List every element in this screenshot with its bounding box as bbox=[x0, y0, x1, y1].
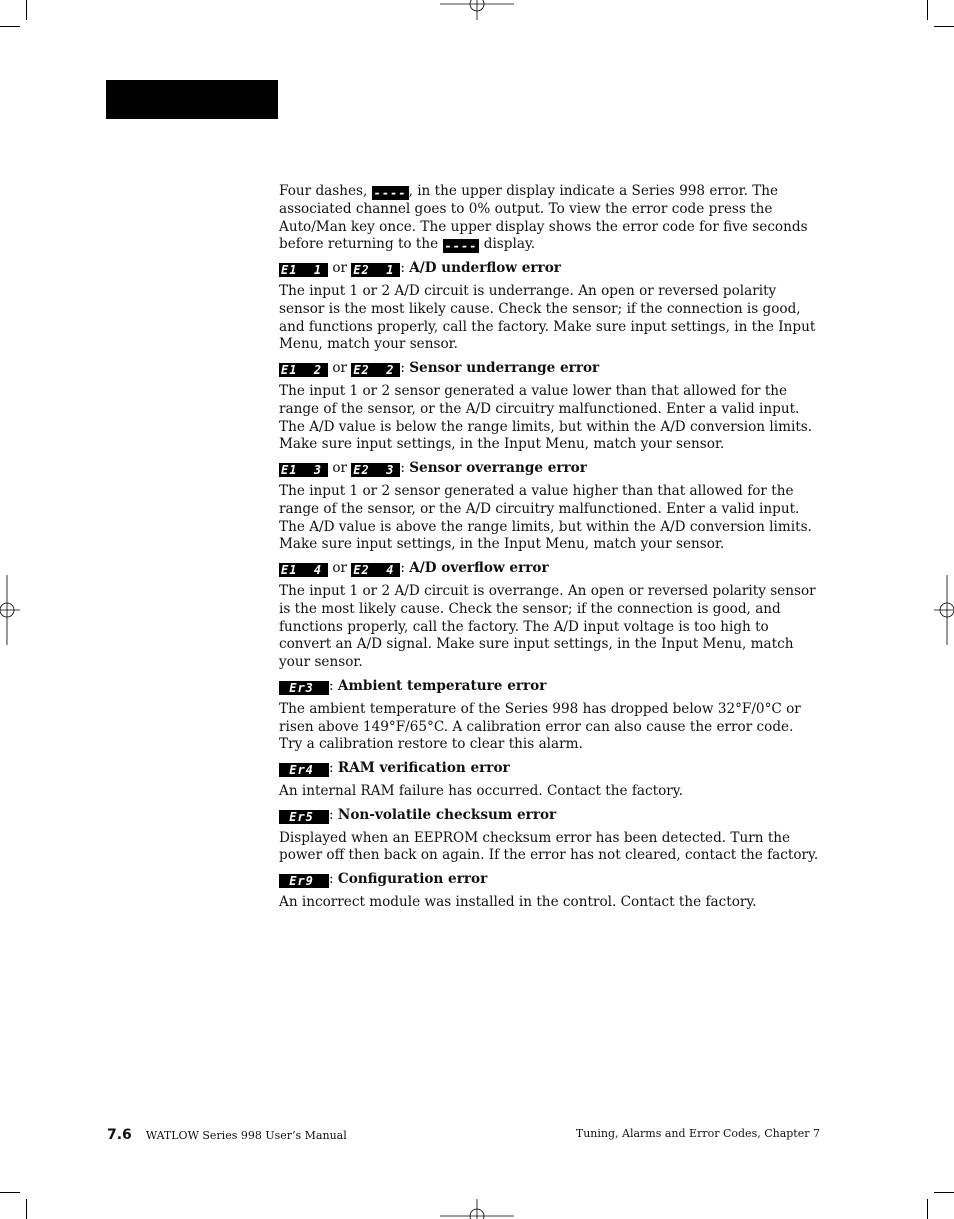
error-description: The input 1 or 2 sensor generated a value lower than that allowed for the range of the sensor, or the A/D circuitry malfunctioned. Enter a valid input. The A/D value is below the range limits, but within the A/D conversion limits. Make sure input settings, in the Input Menu, match your sensor. bbox=[279, 382, 813, 453]
error-title: A/D underflow error bbox=[409, 260, 561, 277]
error-heading-e4: E1 4 or E2 4 : A/D overflow error bbox=[281, 560, 549, 578]
error-code-display: E1 2 bbox=[279, 363, 328, 377]
error-code-display: E2 1 bbox=[351, 263, 400, 277]
error-code-display: E2 2 bbox=[351, 363, 400, 377]
intro-paragraph bbox=[279, 183, 820, 254]
error-code-display: E2 3 bbox=[351, 463, 400, 477]
error-code-display: Er5 bbox=[279, 810, 329, 824]
registration-mark-right bbox=[934, 575, 954, 645]
error-title: Configuration error bbox=[337, 871, 488, 888]
registration-mark-top bbox=[440, 0, 514, 20]
error-description: An incorrect module was installed in the control. Contact the factory. bbox=[279, 893, 757, 910]
crop-mark bbox=[0, 26, 20, 27]
error-description: The input 1 or 2 sensor generated a value higher than that allowed for the range of the sensor, or the A/D circuitry malfunctioned. Enter a valid input. The A/D value is above the range limits, but within the A/D conversion limits. Make sure input settings, in the Input Menu, match your sensor. bbox=[279, 482, 812, 553]
error-heading-er5: Er5 : Non-volatile checksum error bbox=[281, 806, 557, 824]
dash-display: ---- bbox=[373, 186, 407, 200]
chapter-tab bbox=[106, 80, 278, 119]
crop-mark bbox=[927, 1199, 928, 1219]
error-code-display: E1 3 bbox=[279, 463, 328, 477]
error-description: An internal RAM failure has occurred. Contact the factory. bbox=[279, 782, 683, 799]
crop-mark bbox=[26, 1199, 27, 1219]
error-heading-e1: E1 1 or E2 1 : A/D underflow error bbox=[281, 260, 561, 278]
error-code-display: E1 4 bbox=[279, 563, 328, 577]
page-number: 7.6 bbox=[107, 1127, 132, 1143]
or-text: or bbox=[328, 560, 352, 577]
intro-text: display. bbox=[479, 236, 536, 253]
crop-mark bbox=[0, 1192, 20, 1193]
registration-mark-bottom bbox=[440, 1199, 514, 1219]
error-code-display: E1 1 bbox=[279, 263, 328, 277]
main-content bbox=[279, 183, 820, 918]
error-title: RAM verification error bbox=[337, 760, 510, 777]
intro-text: Four dashes, bbox=[279, 183, 372, 199]
error-heading-e3: E1 3 or E2 3 : Sensor overrange error bbox=[281, 460, 587, 478]
intro-text: , in the upper display indicate a Series 998 error. The associated channel goes to 0% output. To view the error code press the Auto/Man key once. The upper display shows the error code for five seconds before returning to the bbox=[279, 183, 808, 253]
crop-mark bbox=[934, 1192, 954, 1193]
error-title: Ambient temperature error bbox=[337, 677, 547, 694]
error-title: Sensor underrange error bbox=[409, 360, 600, 377]
manual-title: WATLOW Series 998 User’s Manual bbox=[145, 1129, 347, 1142]
error-title: Non-volatile checksum error bbox=[337, 806, 557, 823]
or-text: or bbox=[328, 360, 352, 377]
error-description: The ambient temperature of the Series 998 has dropped below 32°F/0°C or risen above 149°F/65°C. A calibration error can also cause the error code. Try a calibration restore to clear this alarm. bbox=[279, 700, 801, 753]
crop-mark bbox=[927, 0, 928, 20]
error-description: Displayed when an EEPROM checksum error has been detected. Turn the power off then back on again. If the error has not cleared, contact the factory. bbox=[279, 829, 819, 864]
error-code-display: Er4 bbox=[279, 763, 329, 777]
error-title: A/D overflow error bbox=[409, 560, 549, 577]
or-text: or bbox=[328, 460, 352, 477]
error-code-display: Er3 bbox=[279, 681, 329, 695]
error-heading-er3: Er3 : Ambient temperature error bbox=[281, 677, 547, 695]
registration-mark-left bbox=[0, 575, 20, 645]
error-heading-er9: Er9 : Configuration error bbox=[281, 871, 488, 889]
error-code-display: E2 4 bbox=[351, 563, 400, 577]
crop-mark bbox=[26, 0, 27, 20]
error-heading-e2: E1 2 or E2 2 : Sensor underrange error bbox=[281, 360, 600, 378]
error-code-display: Er9 bbox=[279, 874, 329, 888]
chapter-title: Tuning, Alarms and Error Codes, Chapter 7 bbox=[575, 1127, 820, 1140]
error-description: The input 1 or 2 A/D circuit is underrange. An open or reversed polarity sensor is the most likely cause. Check the sensor; if the connection is good, and functions properly, call the factory. Make sure input settings, in the Input Menu, match your sensor. bbox=[279, 282, 816, 353]
dash-display: ---- bbox=[444, 239, 478, 254]
crop-mark bbox=[934, 26, 954, 27]
or-text: or bbox=[328, 260, 352, 277]
error-description: The input 1 or 2 A/D circuit is overrange. An open or reversed polarity sensor is the most likely cause. Check the sensor; if the connection is good, and functions properly, call the factory. The A/D input voltage is too high to convert an A/D signal. Make sure input settings, in the Input Menu, match your sensor. bbox=[279, 582, 816, 671]
error-title: Sensor overrange error bbox=[409, 460, 587, 477]
error-heading-er4: Er4 : RAM verification error bbox=[281, 760, 510, 778]
footer-left bbox=[107, 1127, 347, 1143]
